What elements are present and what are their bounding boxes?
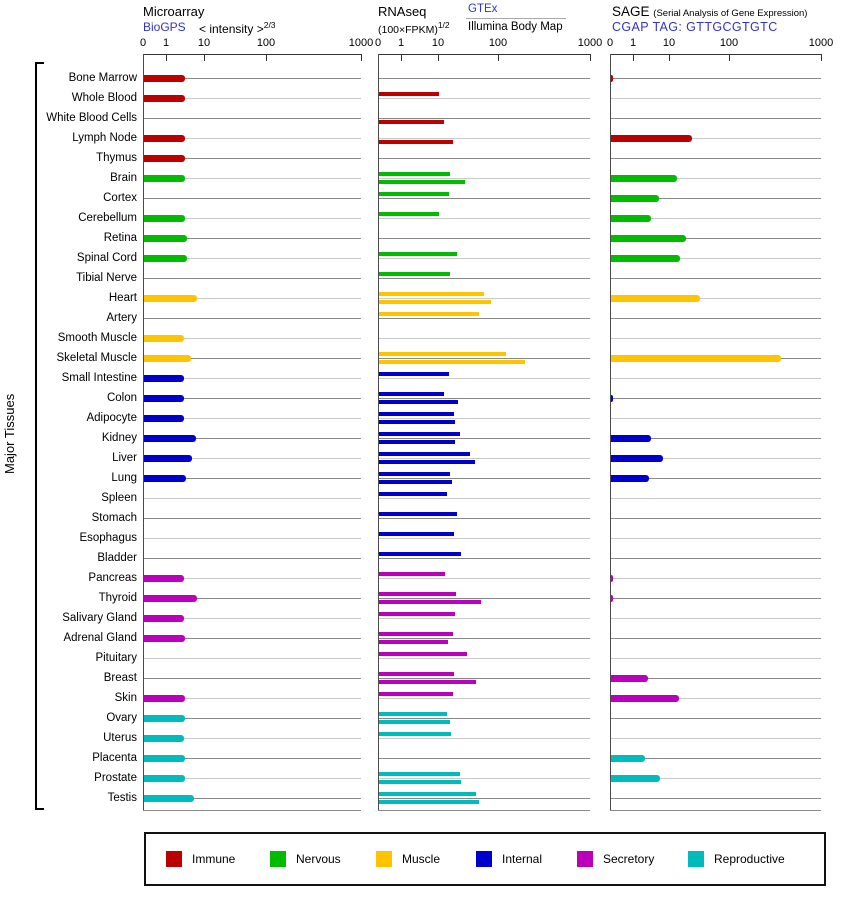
bar-rnaseq-gtex — [379, 172, 450, 176]
axis-tick-label: 0 — [374, 37, 382, 49]
row-gridline — [379, 798, 590, 799]
legend-label-internal: Internal — [502, 852, 543, 866]
legend-label-secretory: Secretory — [603, 852, 655, 866]
row-gridline — [379, 378, 590, 379]
bar-microarray — [144, 795, 194, 802]
bar-rnaseq-illumina — [379, 680, 476, 684]
tissue-label: Liver — [112, 452, 137, 464]
row-gridline — [379, 358, 590, 359]
tissue-label: Thymus — [96, 152, 137, 164]
row-gridline — [379, 318, 590, 319]
bar-rnaseq-gtex — [379, 632, 453, 636]
axis-tick-label: 10 — [431, 37, 445, 49]
bar-microarray — [144, 255, 187, 262]
legend-swatch-immune — [166, 851, 182, 867]
legend-label-nervous: Nervous — [296, 852, 341, 866]
microarray-scale-label — [199, 20, 276, 36]
bar-rnaseq-gtex — [379, 452, 470, 456]
bar-rnaseq-gtex — [379, 712, 447, 716]
axis-tick — [204, 54, 205, 61]
axis-tick-label: 1 — [397, 37, 405, 49]
bar-rnaseq-gtex — [379, 392, 444, 396]
bar-rnaseq-gtex — [379, 572, 445, 576]
row-gridline — [144, 318, 361, 319]
gtex-link[interactable]: GTEx — [468, 3, 498, 15]
bar-rnaseq-gtex — [379, 472, 450, 476]
row-gridline — [379, 338, 590, 339]
tissue-label: White Blood Cells — [46, 112, 137, 124]
axis-tick-label: 0 — [139, 37, 147, 49]
tissue-label: Salivary Gland — [62, 612, 137, 624]
axis-tick — [438, 54, 439, 61]
panel-title-microarray: Microarray — [143, 4, 205, 19]
bar-rnaseq-gtex — [379, 532, 454, 536]
row-gridline — [144, 118, 361, 119]
axis-tick-label: 1000 — [808, 37, 834, 49]
bar-microarray — [144, 575, 184, 582]
tissue-label: Cortex — [103, 192, 137, 204]
bar-microarray — [144, 775, 185, 782]
tissue-label: Breast — [103, 672, 137, 684]
tissue-label: Testis — [107, 792, 137, 804]
row-gridline — [144, 658, 361, 659]
legend — [144, 832, 826, 886]
bar-rnaseq-gtex — [379, 672, 454, 676]
axis-tick-label: 0 — [606, 37, 614, 49]
bar-rnaseq-gtex — [379, 192, 449, 196]
axis-tick — [669, 54, 670, 61]
row-gridline — [611, 418, 821, 419]
bar-rnaseq-gtex — [379, 412, 454, 416]
row-gridline — [611, 338, 821, 339]
row-gridline — [379, 258, 590, 259]
row-gridline — [379, 638, 590, 639]
bar-sage — [611, 195, 659, 202]
row-gridline — [611, 738, 821, 739]
sage-title-text: SAGE — [612, 4, 650, 19]
major-tissues-axis-label: Major Tissues — [2, 393, 17, 475]
sage-title-note: (Serial Analysis of Gene Expression) — [653, 8, 808, 19]
axis-tick-label: 10 — [662, 37, 676, 49]
bar-rnaseq-gtex — [379, 252, 457, 256]
bar-rnaseq-gtex — [379, 372, 449, 376]
row-gridline — [379, 498, 590, 499]
bar-microarray — [144, 95, 185, 102]
bar-microarray — [144, 335, 184, 342]
legend-label-muscle: Muscle — [402, 852, 441, 866]
tissue-label: Stomach — [91, 512, 137, 524]
tissue-label: Kidney — [101, 432, 137, 444]
bar-rnaseq-gtex — [379, 352, 506, 356]
tissue-label: Placenta — [92, 752, 137, 764]
bar-rnaseq-gtex — [379, 512, 457, 516]
row-gridline — [611, 518, 821, 519]
bar-rnaseq-illumina — [379, 460, 475, 464]
legend-swatch-nervous — [270, 851, 286, 867]
bar-sage — [611, 75, 613, 82]
tissue-label: Lymph Node — [72, 132, 137, 144]
row-gridline — [144, 678, 361, 679]
row-gridline — [611, 718, 821, 719]
legend-swatch-internal — [476, 851, 492, 867]
bar-rnaseq-illumina — [379, 800, 479, 804]
row-gridline — [379, 738, 590, 739]
tissue-label: Brain — [110, 172, 137, 184]
row-gridline — [611, 498, 821, 499]
bar-sage — [611, 235, 686, 242]
row-gridline — [379, 158, 590, 159]
row-gridline — [611, 78, 821, 79]
axis-line — [378, 54, 590, 55]
axis-tick-label: 1000 — [348, 37, 374, 49]
axis-line — [143, 54, 361, 55]
row-gridline — [611, 378, 821, 379]
row-gridline — [379, 278, 590, 279]
tissue-label: Adipocyte — [86, 412, 137, 424]
rnaseq-scale-label — [378, 20, 450, 36]
axis-tick — [498, 54, 499, 61]
bar-microarray — [144, 355, 191, 362]
tissue-label: Tibial Nerve — [76, 272, 137, 284]
row-gridline — [379, 198, 590, 199]
legend-swatch-reproductive — [688, 851, 704, 867]
tissue-label: Prostate — [94, 772, 137, 784]
row-gridline — [379, 478, 590, 479]
axis-tick — [821, 54, 822, 61]
legend-label-reproductive: Reproductive — [714, 852, 785, 866]
tissue-label: Heart — [108, 292, 137, 304]
row-gridline — [379, 78, 590, 79]
row-gridline — [144, 498, 361, 499]
bar-microarray — [144, 475, 186, 482]
bar-sage — [611, 675, 648, 682]
legend-label-immune: Immune — [192, 852, 236, 866]
tissue-label: Small Intestine — [61, 372, 137, 384]
tissue-label: Spleen — [101, 492, 137, 504]
tissue-label: Spinal Cord — [76, 252, 137, 264]
axis-tick — [266, 54, 267, 61]
tissue-label: Retina — [103, 232, 137, 244]
tissue-label: Bone Marrow — [68, 72, 137, 84]
illumina-body-map-label: Illumina Body Map — [468, 21, 563, 33]
bar-microarray — [144, 175, 185, 182]
bar-sage — [611, 775, 660, 782]
row-gridline — [144, 558, 361, 559]
row-gridline — [379, 598, 590, 599]
bar-sage — [611, 215, 651, 222]
bar-sage — [611, 295, 700, 302]
rnaseq-scale-text: (100×FPKM) — [378, 24, 438, 36]
row-gridline — [379, 538, 590, 539]
bar-rnaseq-illumina — [379, 780, 461, 784]
tissues-bracket-top-foot — [35, 62, 44, 64]
bar-rnaseq-gtex — [379, 612, 455, 616]
row-gridline — [379, 218, 590, 219]
row-gridline — [611, 538, 821, 539]
tissue-label: Skin — [114, 692, 137, 704]
axis-tick-label: 1 — [162, 37, 170, 49]
bar-rnaseq-gtex — [379, 772, 460, 776]
row-gridline — [611, 578, 821, 579]
bar-rnaseq-illumina — [379, 440, 455, 444]
bar-rnaseq-illumina — [379, 640, 448, 644]
tissue-label: Cerebellum — [78, 212, 137, 224]
row-gridline — [611, 558, 821, 559]
bar-microarray — [144, 215, 185, 222]
tissue-label: Colon — [106, 392, 137, 404]
tissue-label: Adrenal Gland — [63, 632, 137, 644]
bar-sage — [611, 175, 677, 182]
bar-microarray — [144, 615, 184, 622]
axis-tick — [633, 54, 634, 61]
bar-rnaseq-illumina — [379, 420, 455, 424]
bar-rnaseq-gtex — [379, 432, 460, 436]
bar-microarray — [144, 715, 185, 722]
row-gridline — [611, 638, 821, 639]
bar-rnaseq-illumina — [379, 360, 525, 364]
axis-tick — [590, 54, 591, 61]
bar-sage — [611, 455, 663, 462]
bar-microarray — [144, 755, 185, 762]
rnaseq-scale-exponent: 1/2 — [437, 20, 450, 30]
axis-tick — [166, 54, 167, 61]
row-gridline — [611, 98, 821, 99]
bar-sage — [611, 395, 613, 402]
panel-bottom-border — [378, 810, 590, 811]
bar-microarray — [144, 135, 185, 142]
tissue-label: Whole Blood — [71, 92, 137, 104]
axis-tick-label: 1 — [629, 37, 637, 49]
row-gridline — [611, 118, 821, 119]
row-gridline — [379, 118, 590, 119]
microarray-scale-text: < intensity > — [199, 22, 264, 36]
tissue-label: Pancreas — [88, 572, 137, 584]
bar-sage — [611, 595, 613, 602]
bar-sage — [611, 695, 679, 702]
row-gridline — [379, 718, 590, 719]
bar-sage — [611, 135, 692, 142]
legend-swatch-secretory — [577, 851, 593, 867]
row-gridline — [379, 298, 590, 299]
tissue-label: Smooth Muscle — [57, 332, 137, 344]
tissue-label: Artery — [106, 312, 137, 324]
row-gridline — [379, 98, 590, 99]
row-gridline — [379, 178, 590, 179]
row-gridline — [379, 778, 590, 779]
axis-tick-label: 10 — [197, 37, 211, 49]
bar-microarray — [144, 695, 185, 702]
bar-microarray — [144, 415, 184, 422]
bar-rnaseq-gtex — [379, 312, 479, 316]
row-gridline — [611, 618, 821, 619]
bar-rnaseq-gtex — [379, 92, 439, 96]
row-gridline — [379, 558, 590, 559]
row-gridline — [611, 158, 821, 159]
axis-tick — [729, 54, 730, 61]
tissue-label: Skeletal Muscle — [56, 352, 137, 364]
bar-sage — [611, 435, 651, 442]
bar-microarray — [144, 155, 185, 162]
row-gridline — [379, 138, 590, 139]
tissue-label: Esophagus — [79, 532, 137, 544]
biogps-link[interactable]: BioGPS — [143, 20, 186, 34]
tissue-label: Uterus — [103, 732, 137, 744]
row-gridline — [379, 238, 590, 239]
axis-tick-label: 1000 — [577, 37, 603, 49]
bar-microarray — [144, 295, 197, 302]
bar-microarray — [144, 395, 184, 402]
cgap-tag-link[interactable]: CGAP TAG: GTTGCGTGTC — [612, 20, 778, 34]
bar-rnaseq-illumina — [379, 300, 491, 304]
panel-title-sage — [612, 4, 807, 19]
tissues-bracket-bottom-foot — [35, 808, 44, 810]
row-gridline — [144, 278, 361, 279]
row-gridline — [379, 678, 590, 679]
tissue-label: Pituitary — [95, 652, 137, 664]
bar-microarray — [144, 735, 184, 742]
bar-rnaseq-gtex — [379, 552, 461, 556]
tissue-label: Bladder — [97, 552, 137, 564]
row-gridline — [379, 658, 590, 659]
bar-rnaseq-gtex — [379, 272, 450, 276]
bar-rnaseq-gtex — [379, 292, 484, 296]
bar-microarray — [144, 235, 187, 242]
bar-rnaseq-gtex — [379, 792, 476, 796]
panel-bottom-border — [143, 810, 361, 811]
axis-tick-label: 100 — [256, 37, 276, 49]
axis-tick — [401, 54, 402, 61]
row-gridline — [379, 458, 590, 459]
bar-microarray — [144, 455, 192, 462]
tissue-label: Lung — [111, 472, 137, 484]
tissue-label: Thyroid — [98, 592, 137, 604]
bar-sage — [611, 755, 645, 762]
panel-title-rnaseq: RNAseq — [378, 4, 427, 19]
bar-rnaseq-illumina — [379, 180, 465, 184]
row-gridline — [611, 278, 821, 279]
bar-rnaseq-gtex — [379, 732, 451, 736]
row-gridline — [379, 698, 590, 699]
tissue-label: Ovary — [106, 712, 137, 724]
axis-tick — [361, 54, 362, 61]
row-gridline — [379, 758, 590, 759]
row-gridline — [611, 598, 821, 599]
bar-rnaseq-illumina — [379, 400, 458, 404]
row-gridline — [379, 438, 590, 439]
axis-tick-label: 100 — [719, 37, 739, 49]
axis-tick-label: 100 — [488, 37, 508, 49]
bar-sage — [611, 355, 781, 362]
bar-microarray — [144, 635, 185, 642]
bar-rnaseq-illumina — [379, 120, 444, 124]
bar-rnaseq-illumina — [379, 140, 453, 144]
microarray-scale-exponent: 2/3 — [263, 20, 276, 30]
bar-rnaseq-gtex — [379, 652, 467, 656]
bar-microarray — [144, 595, 197, 602]
row-gridline — [144, 198, 361, 199]
bar-rnaseq-illumina — [379, 480, 452, 484]
row-gridline — [379, 578, 590, 579]
bar-rnaseq-gtex — [379, 592, 456, 596]
axis-line — [610, 54, 821, 55]
row-gridline — [379, 398, 590, 399]
row-gridline — [611, 398, 821, 399]
bar-rnaseq-illumina — [379, 720, 450, 724]
bar-microarray — [144, 375, 184, 382]
row-gridline — [144, 518, 361, 519]
row-gridline — [379, 518, 590, 519]
bar-rnaseq-gtex — [379, 212, 439, 216]
bar-sage — [611, 255, 680, 262]
bar-sage — [611, 475, 649, 482]
row-gridline — [379, 618, 590, 619]
row-gridline — [611, 318, 821, 319]
bar-microarray — [144, 75, 185, 82]
row-gridline — [611, 658, 821, 659]
gtex-illumina-divider — [466, 18, 566, 19]
row-gridline — [144, 538, 361, 539]
row-gridline — [611, 798, 821, 799]
bar-sage — [611, 575, 613, 582]
bar-microarray — [144, 435, 196, 442]
legend-swatch-muscle — [376, 851, 392, 867]
bar-rnaseq-illumina — [379, 600, 481, 604]
row-gridline — [379, 418, 590, 419]
panel-bottom-border — [610, 810, 821, 811]
bar-rnaseq-gtex — [379, 692, 453, 696]
bar-rnaseq-gtex — [379, 492, 447, 496]
